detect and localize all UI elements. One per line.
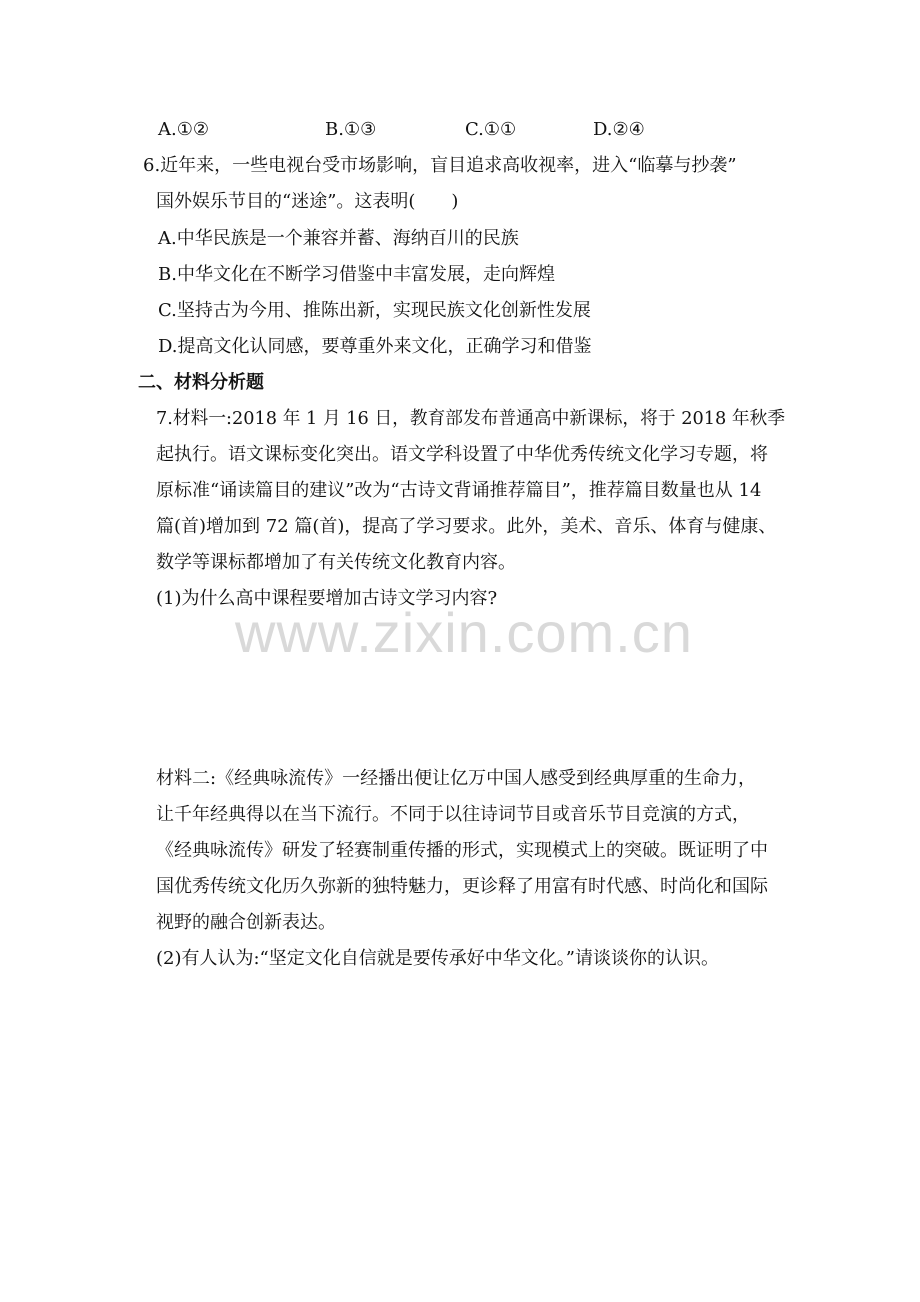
watermark: www.zixin.com.cn <box>235 601 693 664</box>
section-heading: 二、材料分析题 <box>138 372 264 393</box>
sub-question-2: (2)有人认为:“坚定文化自信就是要传承好中华文化。”请谈谈你的认识。 <box>156 948 719 969</box>
question-6-option-d: D.提高文化认同感，要尊重外来文化，正确学习和借鉴 <box>158 336 592 357</box>
question-6-option-a: A.中华民族是一个兼容并蓄、海纳百川的民族 <box>158 228 519 249</box>
question-6-option-b: B.中华文化在不断学习借鉴中丰富发展，走向辉煌 <box>158 264 555 285</box>
material-2-line: 国优秀传统文化历久弥新的独特魅力，更诊释了用富有时代感、时尚化和国际 <box>156 876 768 897</box>
material-1-line: 7.材料一:2018 年 1 月 16 日，教育部发布普通高中新课标，将于 2018 年秋季 <box>156 408 786 429</box>
question-6-stem-continued: 国外娱乐节目的“迷途”。这表明( ) <box>156 191 459 212</box>
material-2-line: 视野的融合创新表达。 <box>156 912 336 933</box>
option-b: B.①③ <box>325 119 377 140</box>
option-d: D.②④ <box>593 119 645 140</box>
material-1-line: 篇(首)增加到 72 篇(首)，提高了学习要求。此外，美术、音乐、体育与健康、 <box>156 516 777 537</box>
material-2-line: 《经典咏流传》研发了轻赛制重传播的形式，实现模式上的突破。既证明了中 <box>156 840 768 861</box>
option-c: C.①① <box>465 119 517 140</box>
option-a: A.①② <box>158 119 209 140</box>
sub-question-1: (1)为什么高中课程要增加古诗文学习内容? <box>156 588 498 609</box>
question-6-option-c: C.坚持古为今用、推陈出新，实现民族文化创新性发展 <box>158 300 591 321</box>
material-2-line: 让千年经典得以在当下流行。不同于以往诗词节目或音乐节目竞演的方式， <box>156 804 750 825</box>
material-1-line: 原标准“诵读篇目的建议”改为“古诗文背诵推荐篇目”，推荐篇目数量也从 14 <box>156 480 762 501</box>
question-6-stem: 6.近年来，一些电视台受市场影响，盲目追求高收视率，进入“临摹与抄袭” <box>143 155 737 176</box>
material-2-line: 材料二:《经典咏流传》一经播出便让亿万中国人感受到经典厚重的生命力， <box>156 768 757 789</box>
material-1-line: 起执行。语文课标变化突出。语文学科设置了中华优秀传统文化学习专题，将 <box>156 444 768 465</box>
material-1-line: 数学等课标都增加了有关传统文化教育内容。 <box>156 552 516 573</box>
